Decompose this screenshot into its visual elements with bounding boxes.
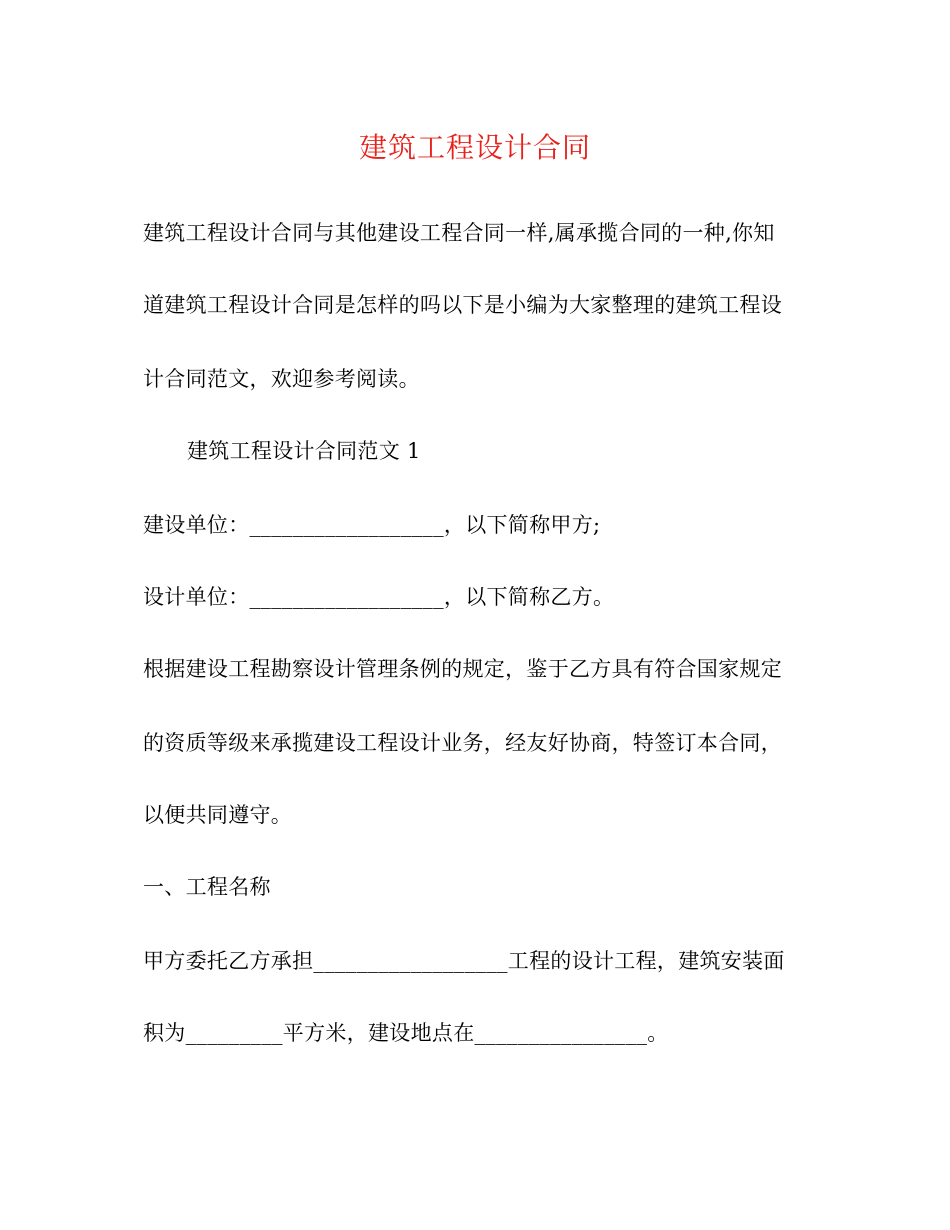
clause-1-line-2: 积为_________平方米，建设地点在________________。 <box>143 1021 669 1045</box>
intro-line-1: 建筑工程设计合同与其他建设工程合同一样,属承揽合同的一种,你知 <box>143 221 775 245</box>
preamble-line-1: 根据建设工程勘察设计管理条例的规定，鉴于乙方具有符合国家规定 <box>143 657 782 681</box>
intro-line-3: 计合同范文，欢迎参考阅读。 <box>143 367 420 391</box>
clause-heading-1: 一、工程名称 <box>143 875 271 899</box>
document-title: 建筑工程设计合同 <box>358 131 591 164</box>
section-heading-sample-1: 建筑工程设计合同范文 1 <box>187 439 421 463</box>
party-a-line: 建设单位：__________________，以下简称甲方; <box>143 513 601 537</box>
party-b-line: 设计单位：__________________，以下简称乙方。 <box>143 585 615 609</box>
preamble-line-2: 的资质等级来承揽建设工程设计业务，经友好协商，特签订本合同， <box>143 731 782 755</box>
clause-1-line-1: 甲方委托乙方承担__________________工程的设计工程，建筑安装面 <box>143 949 785 973</box>
preamble-line-3: 以便共同遵守。 <box>143 803 293 827</box>
intro-line-2: 道建筑工程设计合同是怎样的吗以下是小编为大家整理的建筑工程设 <box>143 293 782 317</box>
